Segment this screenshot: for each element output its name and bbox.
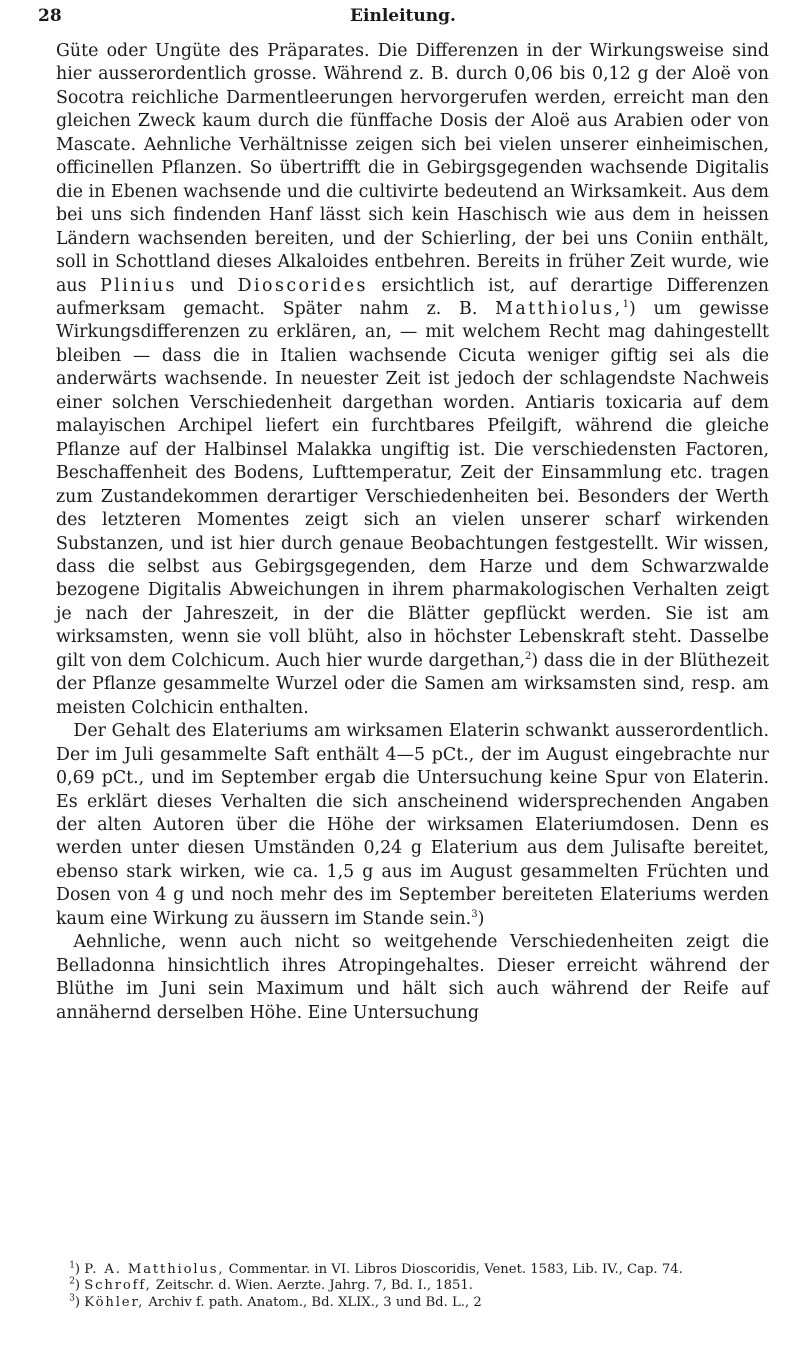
footnotes <box>56 1262 769 1311</box>
footnote-text: Archiv f. path. Anatom., Bd. XLIX., 3 und Bd. L., 2 <box>144 1294 482 1310</box>
text-run: ) dass die in der Blüthezeit der Pflanze gesammelte Wurzel oder die Samen am wirksamsten sind, resp. am meisten Colchicin enthalten. <box>56 650 769 718</box>
footnote-author: P. A. Matthiolus, <box>84 1262 225 1277</box>
text-run: ) <box>477 908 485 929</box>
footnote-number: 1 <box>69 1260 75 1271</box>
text-run: Güte oder Ungüte des Präparates. Die Differenzen in der Wirkungsweise sind hier ausserordentlich grosse. Während z. B. durch 0,06 bis 0,12 g der Aloë von Socotra reichliche Darmentleerungen hervorgerufen werden, erreicht man den gleichen Zweck kaum durch die fünffache Dosis der Aloë aus Arabien oder von Mascate. Aehnliche Verhältnisse zeigen sich bei vielen unserer einheimischen, officinellen Pflanzen. So übertrifft die in Gebirgsgegenden wachsende Digitalis die in Ebenen wachsende und die cultivirte bedeutend an Wirksamkeit. Aus dem bei uns sich findenden Hanf lässt sich kein Haschisch wie aus dem in heissen Ländern wachsenden bereiten, und der Schierling, der bei uns Coniin enthält, soll in Schottland dieses Alkaloides entbehren. Bereits in früher Zeit wurde, wie aus <box>56 41 769 296</box>
text-run: und <box>176 275 238 296</box>
paragraph-2 <box>56 720 769 931</box>
page-header <box>38 6 768 32</box>
author-name-matthiolus: Matthiolus, <box>495 298 623 319</box>
footnote-text: Commentar. in VI. Libros Dioscoridis, Venet. 1583, Lib. IV., Cap. 74. <box>224 1262 683 1277</box>
body-text <box>56 40 769 1025</box>
footnote-ref-2: 2 <box>525 650 532 662</box>
footnote-text: Zeitschr. d. Wien. Aerzte. Jahrg. 7, Bd. I., 1851. <box>151 1278 473 1294</box>
text-run: Der Gehalt des Elateriums am wirksamen Elaterin schwankt ausserordentlich. Der im Juli gesammelte Saft enthält 4—5 pCt., der im August eingebrachte nur 0,69 pCt., und im September ergab die Untersuchung keine Spur von Elaterin. Es erklärt dieses Verhalten die sich anscheinend widersprechenden Angaben der alten Autoren über die Höhe der wirksamen Elateriumdosen. Denn es werden unter diesen Umständen 0,24 g Elaterium aus dem Julisafte bereitet, ebenso stark wirken, wie ca. 1,5 g aus im August gesammelten Früchten und Dosen von 4 g und noch mehr des im September bereiteten Elateriums werden kaum eine Wirkung zu äussern im Stande sein. <box>56 721 769 929</box>
paragraph-3 <box>56 931 769 1025</box>
footnote-ref-1: 1 <box>622 299 629 311</box>
footnote-2: $^2$) Schroff, Zeitschr. d. Wien. Aerzte. Jahrg. 7, Bd. I., 1851. <box>69 1277 473 1294</box>
author-name-plinius: Plinius <box>100 275 177 296</box>
page-number: 28 <box>38 6 62 26</box>
running-head: Einleitung. <box>350 6 456 26</box>
paragraph-1 <box>56 40 769 720</box>
footnote-author: Köhler, <box>84 1294 145 1310</box>
footnote-ref-3: 3 <box>471 908 478 920</box>
footnote-number: 3 <box>69 1293 75 1304</box>
footnote-3: $^3$) Köhler, Archiv f. path. Anatom., Bd. XLIX., 3 und Bd. L., 2 <box>69 1293 482 1310</box>
text-run: ersichtlich ist, auf derartige Differenzen aufmerksam gemacht. Später nahm z. B. <box>56 275 769 319</box>
text-run: ) um gewisse Wirkungsdifferenzen zu erklären, an, — mit welchem Recht mag dahingestellt bleiben — dass die in Italien wachsende Cicuta weniger giftig sei als die anderwärts wachsende. In neuester Zeit ist jedoch der schlagendste Nachweis einer solchen Verschiedenheit dargethan worden. Antiaris toxicaria auf dem malayischen Archipel liefert ein furchtbares Pfeilgift, während die gleiche Pflanze auf der Halbinsel Malakka ungiftig ist. Die verschiedensten Factoren, Beschaffenheit des Bodens, Lufttemperatur, Zeit der Einsammlung etc. tragen zum Zustandekommen derartiger Verschiedenheiten bei. Besonders der Werth des letzteren Momentes zeigt sich an vielen unserer scharf wirkenden Substanzen, und ist hier durch genaue Beobachtungen festgestellt. Wir wissen, dass die selbst aus Gebirgsgegenden, dem Harze und dem Schwarzwalde bezogene Digitalis Abweichungen in ihrem pharmakologischen Verhalten zeigt je nach der Jahreszeit, in der die Blätter gepflückt werden. Sie ist am wirksamsten, wenn sie voll blüht, also in höchster Lebenskraft steht. Dasselbe gilt von dem Colchicum. Auch hier wurde dargethan, <box>56 298 769 671</box>
footnote-number: 2 <box>69 1277 75 1288</box>
footnote-1: $^1$) P. A. Matthiolus, Commentar. in VI. Libros Dioscoridis, Venet. 1583, Lib. IV., Cap. 74. <box>69 1260 683 1277</box>
author-name-dioscorides: Dioscorides <box>237 275 368 296</box>
text-run: Aehnliche, wenn auch nicht so weitgehende Verschiedenheiten zeigt die Belladonna hinsichtlich ihres Atropingehaltes. Dieser erreicht während der Blüthe im Juni sein Maximum und hält sich auch während der Reife auf annähernd derselben Höhe. Eine Untersuchung <box>56 932 769 1023</box>
footnote-author: Schroff, <box>84 1278 152 1294</box>
